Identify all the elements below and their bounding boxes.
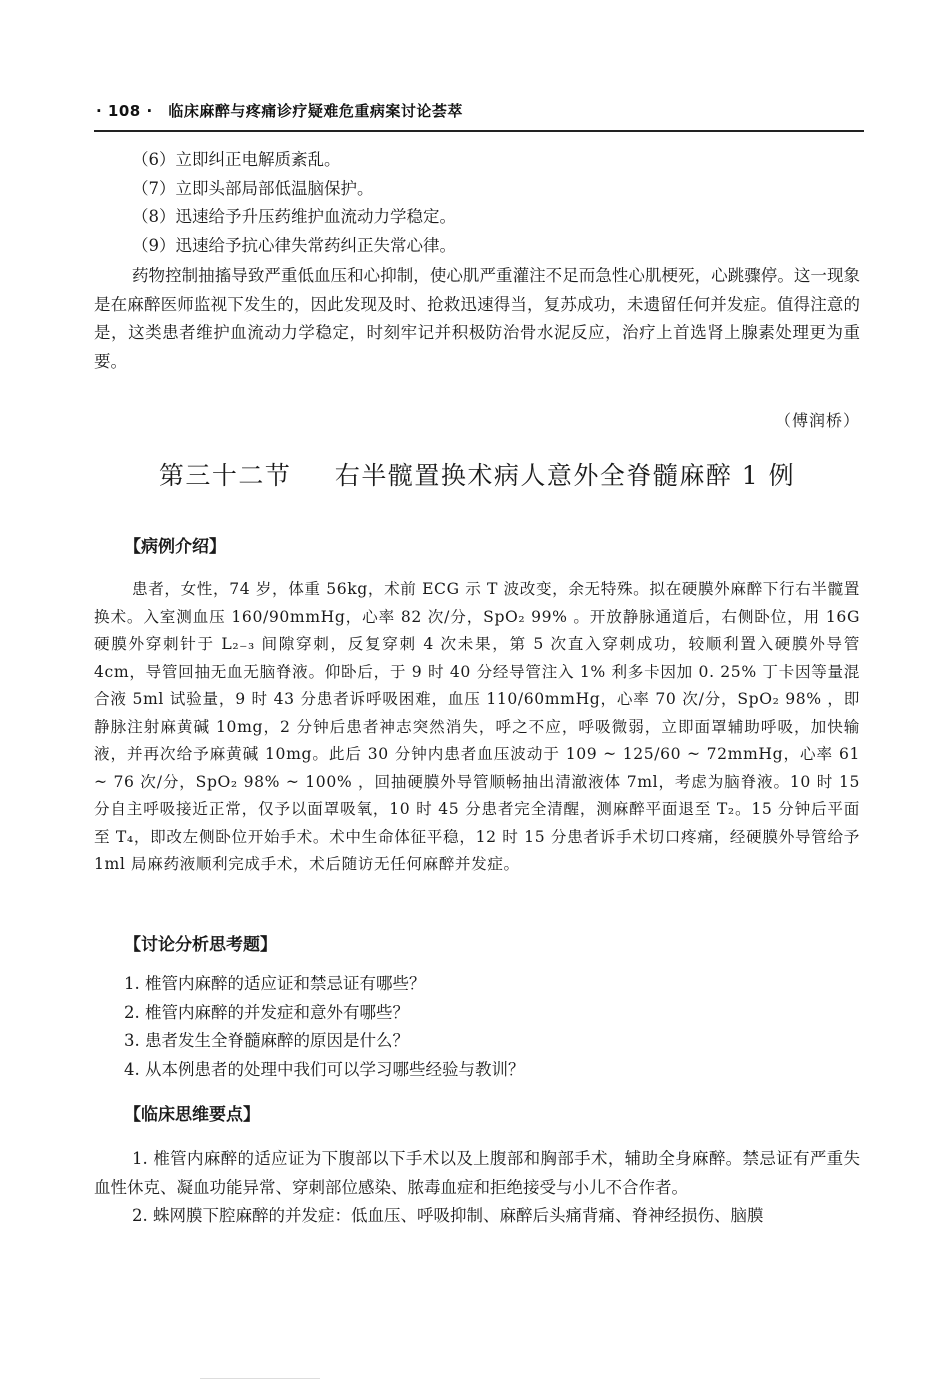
summary-paragraph-block (94, 262, 860, 376)
discussion-questions (94, 970, 860, 1084)
question-item: 4. 从本例患者的处理中我们可以学习哪些经验与教训？ (124, 1059, 525, 1079)
clinical-points (94, 1145, 860, 1231)
case-intro-heading: 【病例介绍】 (124, 537, 226, 557)
page-number: · 108 · (96, 102, 153, 120)
clinical-heading: 【临床思维要点】 (124, 1105, 260, 1125)
question-item: 3. 患者发生全脊髓麻醉的原因是什么？ (124, 1031, 409, 1050)
section-title (94, 456, 860, 492)
list-item: （9）迅速给予抗心律失常药纠正失常心律。 (132, 235, 456, 255)
case-intro-block (94, 576, 860, 879)
list-item: （7）立即头部局部低温脑保护。 (132, 178, 374, 198)
scan-artifact-line (200, 1378, 320, 1379)
discussion-heading: 【讨论分析思考题】 (124, 935, 277, 955)
question-item: 1. 椎管内麻醉的适应证和禁忌证有哪些？ (124, 974, 426, 993)
book-title: 临床麻醉与疼痛诊疗疑难危重病案讨论荟萃 (168, 102, 463, 120)
treatment-list (94, 146, 860, 260)
author-credit: （傅润桥） (774, 411, 860, 430)
section-name: 右半髋置换术病人意外全脊髓麻醉 1 例 (334, 461, 796, 490)
case-intro-text: 患者，女性，74 岁，体重 56kg，术前 ECG 示 T 波改变，余无特殊。拟在硬膜外麻醉下行右半髋置换术。入室测血压 160/90mmHg，心率 82 次/分，SpO₂ 99% 。开放静脉通道后，右侧卧位，用 16G 硬膜外穿刺针于 L₂₋₃ 间隙穿刺，反复穿刺 4 次未果，第 5 次直入穿刺成功，较顺利置入硬膜外导管 4cm，导管回抽无血无脑脊液。仰卧后，于 9 时 40 分经导管注入 1% 利多卡因加 0. 25% 丁卡因等量混合液 5ml 试验量，9 时 43 分患者诉呼吸困难，血压 110/60mmHg，心率 70 次/分，SpO₂ 98% ，即静脉注射麻黄碱 10mg，2 分钟后患者神志突然消失，呼之不应，呼吸微弱，立即面罩辅助呼吸，加快输液，并再次给予麻黄碱 10mg。此后 30 分钟内患者血压波动于 109 ~ 125/60 ~ 72mmHg，心率 61 ~ 76 次/分，SpO₂ 98% ~ 100% ，回抽硬膜外导管顺畅抽出清澈液体 7ml，考虑为脑脊液。10 时 15 分自主呼吸接近正常，仅予以面罩吸氧，10 时 45 分患者完全清醒，测麻醉平面退至 T₂。15 分钟后平面至 T₄，即改左侧卧位开始手术。术中生命体征平稳，12 时 15 分患者诉手术切口疼痛，经硬膜外导管给予 1ml 局麻药液顺利完成手术，术后随访无任何麻醉并发症。 (94, 580, 860, 873)
clinical-point: 2. 蛛网膜下腔麻醉的并发症：低血压、呼吸抑制、麻醉后头痛背痛、脊神经损伤、脑膜 (132, 1206, 764, 1225)
list-item: （6）立即纠正电解质紊乱。 (132, 150, 341, 169)
section-number: 第三十二节 (158, 461, 292, 490)
clinical-point: 1. 椎管内麻醉的适应证为下腹部以下手术以及上腹部和胸部手术，辅助全身麻醉。禁忌证有严重失血性休克、凝血功能异常、穿刺部位感染、脓毒血症和拒绝接受与小儿不合作者。 (94, 1149, 860, 1197)
question-item: 2. 椎管内麻醉的并发症和意外有哪些？ (124, 1002, 409, 1022)
summary-paragraph: 药物控制抽搐导致严重低血压和心抑制，使心肌严重灌注不足而急性心肌梗死，心跳骤停。这一现象是在麻醉医师监视下发生的，因此发现及时、抢救迅速得当，复苏成功，未遗留任何并发症。值得注意的是，这类患者维护血流动力学稳定，时刻牢记并积极防治骨水泥反应，治疗上首选肾上腺素处理更为重要。 (94, 266, 860, 371)
running-header (96, 100, 463, 121)
list-item: （8）迅速给予升压药维护血流动力学稳定。 (132, 207, 456, 226)
header-rule (94, 130, 864, 132)
